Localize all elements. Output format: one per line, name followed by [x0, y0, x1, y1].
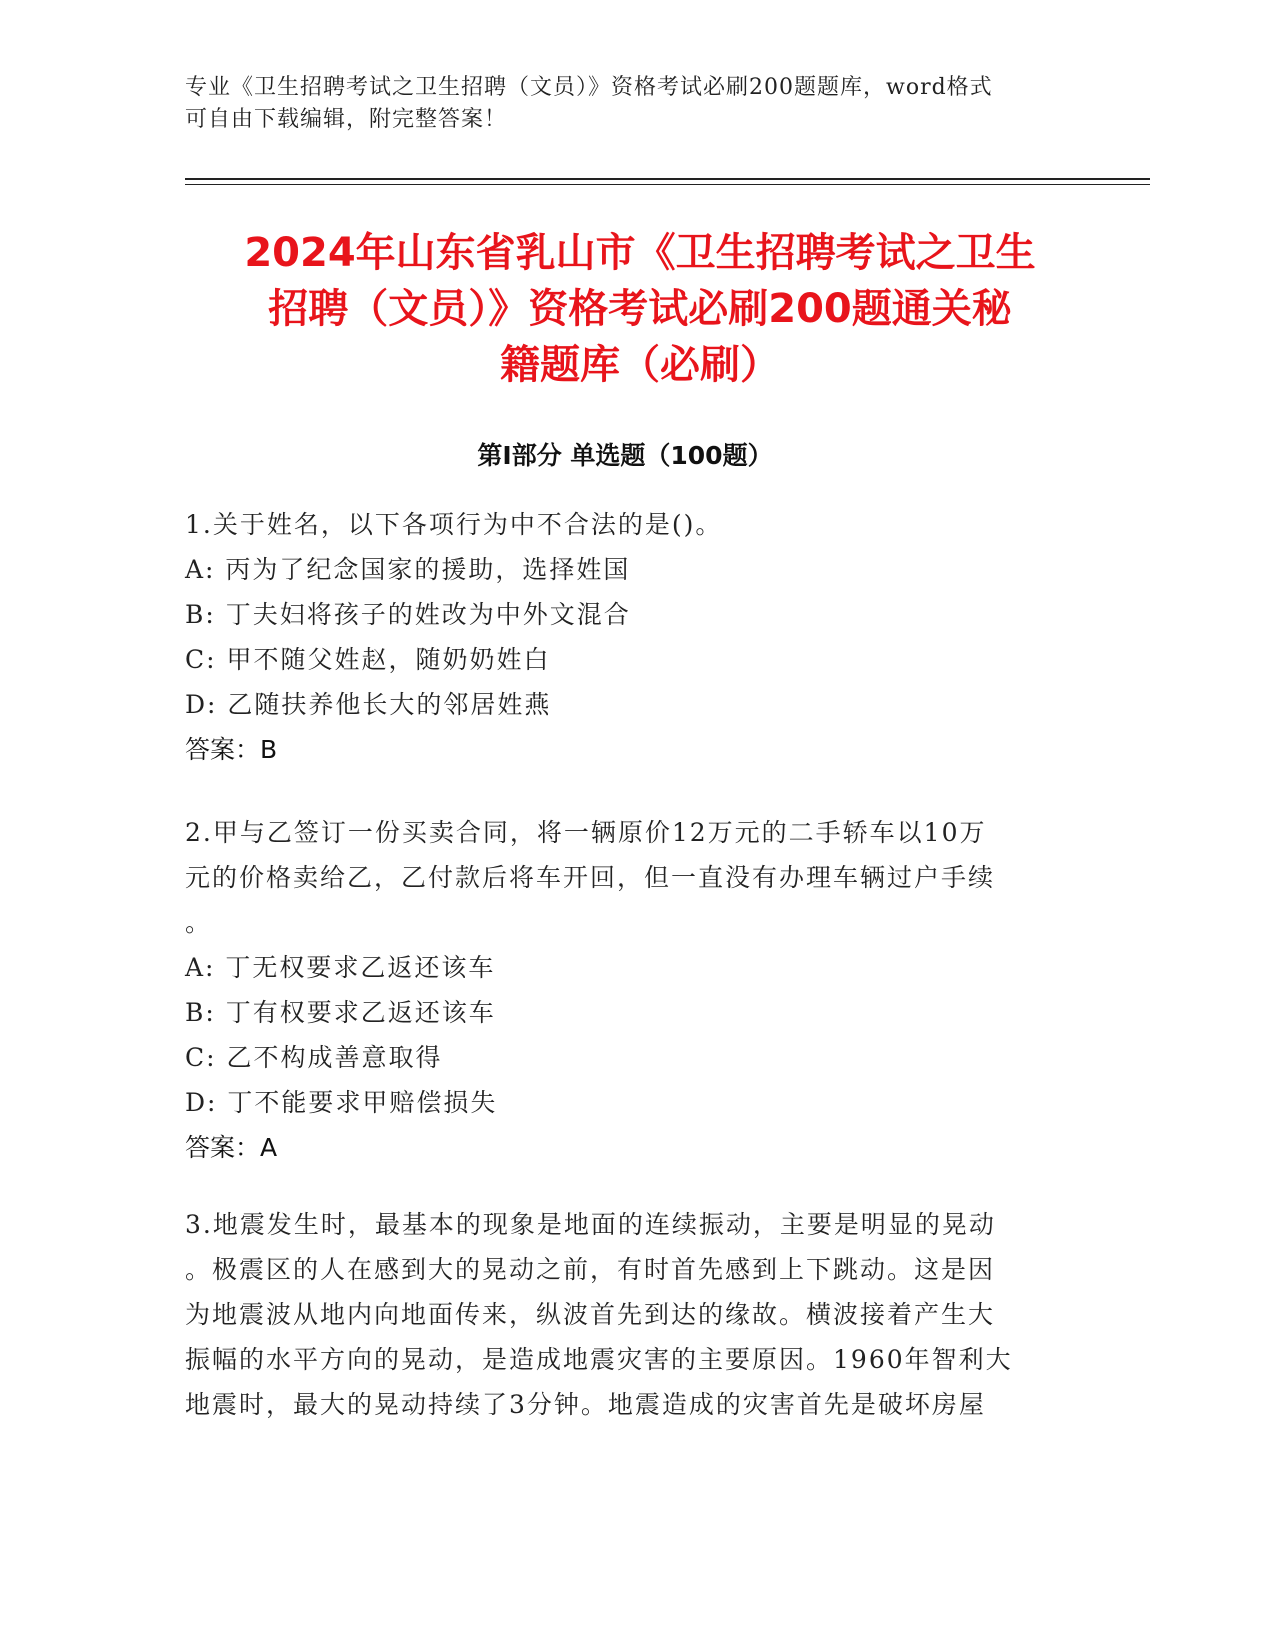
header-note	[185, 72, 1065, 136]
question-stem-line-2: 。极震区的人在感到大的晃动之前，有时首先感到上下跳动。这是因	[185, 1255, 996, 1284]
document-title	[160, 225, 1120, 393]
option-d: D: 丁不能要求甲赔偿损失	[185, 1088, 498, 1117]
option-c: C: 乙不构成善意取得	[185, 1043, 443, 1072]
question-stem-line-2: 元的价格卖给乙，乙付款后将车开回，但一直没有办理车辆过户手续	[185, 863, 996, 892]
header-note-line-2: 可自由下载编辑，附完整答案！	[185, 107, 508, 132]
question-stem-line-1: 3.地震发生时，最基本的现象是地面的连续振动，主要是明显的晃动	[185, 1210, 996, 1239]
header-note-line-1: 专业《卫生招聘考试之卫生招聘（文员）》资格考试必刷200题题库，word格式	[185, 75, 993, 100]
question-stem-line-3: 。	[185, 908, 213, 937]
option-a: A: 丁无权要求乙返还该车	[185, 953, 496, 982]
header-rule-thin	[185, 184, 1150, 185]
option-a: A: 丙为了纪念国家的援助，选择姓国	[185, 555, 631, 584]
title-line-1: 2024年山东省乳山市《卫生招聘考试之卫生	[244, 230, 1036, 276]
question-stem-line-5: 地震时，最大的晃动持续了3分钟。地震造成的灾害首先是破坏房屋	[185, 1390, 986, 1419]
question-stem: 1.关于姓名，以下各项行为中不合法的是()。	[185, 510, 723, 539]
option-b: B: 丁有权要求乙返还该车	[185, 998, 496, 1027]
option-d: D: 乙随扶养他长大的邻居姓燕	[185, 690, 552, 719]
header-rule-thick	[185, 178, 1150, 180]
section-heading: 第Ⅰ部分 单选题（100题）	[477, 441, 773, 470]
question-3	[185, 1202, 1065, 1427]
option-b: B: 丁夫妇将孩子的姓改为中外文混合	[185, 600, 631, 629]
question-stem-line-3: 为地震波从地内向地面传来，纵波首先到达的缘故。横波接着产生大	[185, 1300, 996, 1329]
title-line-2: 招聘（文员）》资格考试必刷200题通关秘	[268, 286, 1012, 332]
question-stem-line-4: 振幅的水平方向的晃动，是造成地震灾害的主要原因。1960年智利大	[185, 1345, 1013, 1374]
question-2	[185, 810, 1065, 1170]
title-line-3: 籍题库（必刷）	[500, 342, 780, 388]
question-stem-line-1: 2.甲与乙签订一份买卖合同，将一辆原价12万元的二手轿车以10万	[185, 818, 987, 847]
answer-line: 答案：B	[185, 735, 278, 764]
option-c: C: 甲不随父姓赵，随奶奶姓白	[185, 645, 551, 674]
answer-line: 答案：A	[185, 1133, 278, 1162]
question-1	[185, 502, 1065, 772]
